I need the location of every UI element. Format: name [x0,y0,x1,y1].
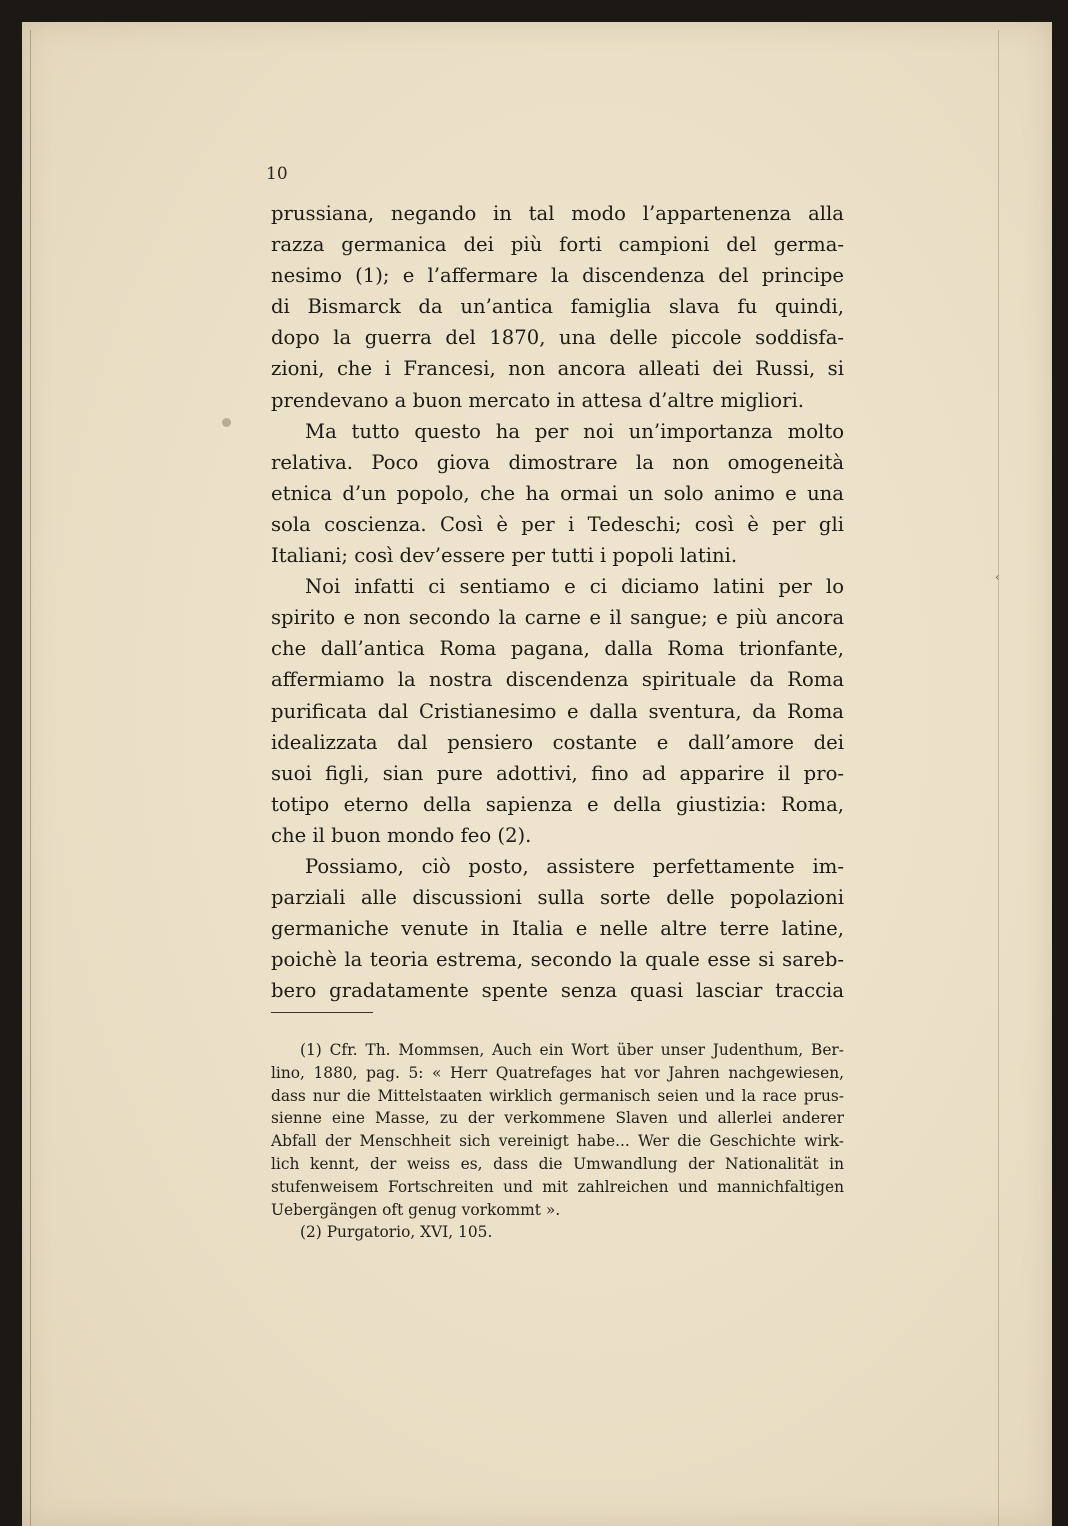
text-line: Noi infatti ci sentiamo e ci diciamo latini per lo [305,575,844,599]
text-line: affermiamo la nostra discendenza spirituale da Roma [271,668,844,692]
footnote-line: lino, 1880, pag. 5: « Herr Quatrefages hat vor Jahren nachgewiesen, [271,1063,844,1082]
text-line: poichè la teoria estrema, secondo la quale esse si sareb- [271,948,844,972]
footnote-line: (1) Cfr. Th. Mommsen, Auch ein Wort über unser Judenthum, Ber- [300,1041,844,1059]
footnote-line: sienne eine Masse, zu der verkommene Slaven und allerlei anderer [271,1109,844,1128]
text-line: purificata dal Cristianesimo e dalla sventura, da Roma [271,699,844,723]
text-line: etnica d’un popolo, che ha ormai un solo animo e una [271,481,844,505]
footnote-line: (2) Purgatorio, XVI, 105. [300,1223,493,1242]
text-line: idealizzata dal pensiero costante e dall’amore dei [271,730,844,754]
text-line: bero gradatamente spente senza quasi lasciar traccia [271,979,844,1003]
text-line: che il buon mondo feo (2). [271,823,532,847]
footnote-line: lich kennt, der weiss es, dass die Umwandlung der Nationalität in [271,1154,844,1173]
text-line: prussiana, negando in tal modo l’appartenenza alla [271,202,844,225]
footnote-line: stufenweisem Fortschreiten und mit zahlreichen und mannichfaltigen [271,1177,844,1196]
text-line: sola coscienza. Così è per i Tedeschi; così è per gli [271,512,844,536]
footnote-line: Uebergängen oft genug vorkommt ». [271,1200,561,1219]
text-line: dopo la guerra del 1870, una delle piccole soddisfa- [271,326,844,350]
text-line: totipo eterno della sapienza e della giustizia: Roma, [271,792,844,816]
text-line: relativa. Poco giova dimostrare la non omogeneità [271,450,844,474]
text-line: Possiamo, ciò posto, assistere perfettamente im- [305,854,844,878]
text-line: prendevano a buon mercato in attesa d’altre migliori. [271,388,804,412]
footnote-line: Abfall der Menschheit sich vereinigt habe... Wer die Geschichte wirk- [271,1132,844,1151]
text-line: suoi figli, sian pure adottivi, fino ad apparire il pro- [271,761,844,785]
text-line: Ma tutto questo ha per noi un’importanza molto [305,419,844,443]
margin-mark: ‹ [995,570,1000,584]
smudge-mark [222,418,231,427]
text-line: razza germanica dei più forti campioni del germa- [271,233,844,257]
text-line: Italiani; così dev’essere per tutti i popoli latini. [271,544,738,568]
text-line: parziali alle discussioni sulla sorte delle popolazioni [271,886,844,910]
text-line: germaniche venute in Italia e nelle altre terre latine, [271,917,844,941]
footnote-divider [271,1012,373,1013]
text-line: di Bismarck da un’antica famiglia slava fu quindi, [271,295,844,319]
main-text [271,198,844,1006]
text-line: spirito e non secondo la carne e il sangue; e più ancora [271,606,844,630]
text-line: che dall’antica Roma pagana, dalla Roma trionfante, [271,637,844,661]
footnote-line: dass nur die Mittelstaaten wirklich germanisch seien und la race prus- [271,1086,844,1105]
text-line: nesimo (1); e l’affermare la discendenza del principe [271,264,844,288]
footnotes [271,1039,844,1244]
page-number: 10 [266,164,288,184]
binding-edge [30,30,31,1526]
text-line: zioni, che i Francesi, non ancora alleati dei Russi, si [271,357,844,381]
page-edge [998,30,999,1526]
